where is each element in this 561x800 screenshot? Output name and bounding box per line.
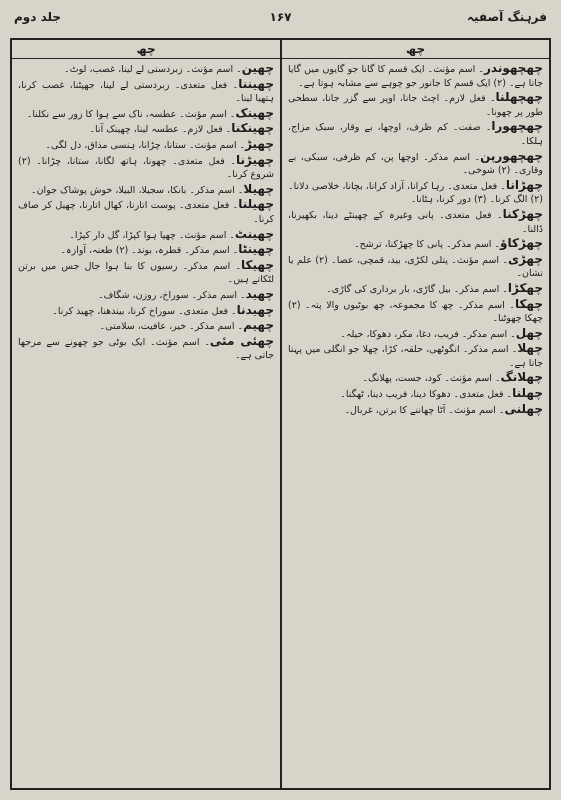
entry-headword: چھیدنا <box>236 302 274 317</box>
entry-definition: ۔ اسم مذکر۔ چھ کا مجموعہ، چھ بوٹیوں والا پتہ۔ (۲) چھکا چھوٹنا۔ <box>288 299 543 325</box>
entry-definition: ۔ اسم مذکر۔ بانکا، سجیلا، البیلا، خوش پوشاک جوان۔ <box>31 184 244 196</box>
entry-definition: ۔ فعل متعدی۔ سوراخ کرنا، بیندھنا، چھید کرنا۔ <box>52 305 237 317</box>
entry-definition: ۔ اسم مؤنث۔ کود، جست، پھلانگ۔ <box>362 373 501 385</box>
dictionary-entry <box>18 288 274 303</box>
entry-headword: چھیننا <box>238 76 274 91</box>
left-column <box>18 62 274 782</box>
entry-definition: ۔ اسم مذکر۔ خیر، عافیت، سلامتی۔ <box>99 321 244 333</box>
entry-headword: چھڑانا <box>505 177 543 192</box>
entry-definition: ۔ اسم مؤنث۔ آٹا چھاننے کا برتن، غربال۔ <box>344 404 505 416</box>
entry-definition: ۔ اسم مذکر۔ قطرہ، بوند۔ (۲) طعنہ، آوازہ۔ <box>60 245 239 257</box>
book-title: فرہنگ آصفیہ <box>467 10 547 24</box>
entry-headword: چھیلا <box>243 181 274 196</box>
dictionary-entry <box>18 335 274 363</box>
page-header <box>14 10 547 30</box>
entry-definition: ۔ فعل لازم۔ اچٹ جانا، اوپر سے گزر جانا، سطحی طور پر چھونا۔ <box>288 93 543 118</box>
dictionary-entry <box>18 183 274 198</box>
entry-definition: ۔ فعل متعدی۔ رہا کرانا، آزاد کرانا، بچانا، خلاصی دلانا۔ (۲) الگ کرنا۔ (۳) دور کرنا، ہٹانا۔ <box>288 180 543 206</box>
entry-headword: چھلانگ <box>500 370 543 385</box>
entry-headword: چھیم <box>243 318 274 333</box>
entry-definition: ۔ اسم مذکر۔ سوراخ، روزن، شگاف۔ <box>97 289 246 301</box>
left-column-heading: چھ <box>12 40 280 59</box>
entry-headword: چھیڑنا <box>236 152 274 167</box>
dictionary-entry <box>288 120 543 148</box>
entry-definition: ۔ فعل متعدی۔ پوست اتارنا، کھال اتارنا، چھیل کر صاف کرنا۔ <box>18 200 274 225</box>
dictionary-entry <box>288 387 543 402</box>
entry-headword: چھکا <box>514 296 543 311</box>
dictionary-entry <box>288 371 543 386</box>
dictionary-entry <box>288 342 543 370</box>
dictionary-entry <box>288 403 543 418</box>
dictionary-entry <box>288 237 543 252</box>
entry-definition: ۔ اسم مؤنث۔ پتلی لکڑی، بید، قمچی، عصا۔ (۲) علم یا نشان۔ <box>288 254 543 280</box>
entry-definition: ۔ اسم مذکر۔ بیل گاڑی، بار برداری کی گاڑی۔ <box>326 283 508 295</box>
entry-definition: ۔ اسم مؤنث۔ ایک قسم کا گانا جو گایوں میں گایا جاتا ہے۔ (۲) ایک قسم کا جانور جو چوہے سے مشابہ ہوتا ہے۔ <box>288 64 543 89</box>
volume-label: جلد دوم <box>14 10 62 24</box>
dictionary-entry <box>288 327 543 342</box>
entry-headword: چھچھورپن <box>480 148 543 163</box>
dictionary-entry <box>18 122 274 137</box>
entry-definition: ۔ اسم مؤنث۔ ایک بوٹی جو چھونے سے مرجھا جاتی ہے۔ <box>18 336 274 362</box>
entry-headword: چھڑکنا <box>502 206 543 221</box>
entry-definition: ۔ اسم مؤنث۔ ستانا، چڑانا، ہنسی مذاق، دل لگی۔ <box>45 139 246 151</box>
column-divider <box>280 40 282 788</box>
entry-headword: چھڑی <box>507 251 543 266</box>
entry-headword: چھچھورا <box>491 119 543 134</box>
page-number: ۱۶۷ <box>269 10 292 24</box>
dictionary-entry <box>288 150 543 178</box>
entry-headword: چھچھوندر <box>483 62 543 75</box>
entry-headword: چھینٹ <box>234 226 274 241</box>
dictionary-entry <box>288 253 543 281</box>
entry-definition: ۔ اسم مذکر۔ انگوٹھی، حلقہ، کڑا، چھلا جو انگلی میں پہنا جاتا ہے۔ <box>288 344 543 369</box>
entry-definition: ۔ فعل متعدی۔ دھوکا دینا، فریب دینا، ٹھگنا۔ <box>340 389 513 401</box>
entry-headword: چھید <box>245 286 274 301</box>
right-column-heading: چھ <box>282 40 549 59</box>
entry-headword: چھل <box>515 325 543 340</box>
entry-headword: چھیڑ <box>245 136 274 151</box>
entry-headword: چھین <box>241 62 274 75</box>
entry-headword: چھیکا <box>241 257 274 272</box>
dictionary-entry <box>288 62 543 90</box>
entry-definition: ۔ اسم مؤنث۔ عطسہ، ناک سے ہوا کا زور سے نکلنا۔ <box>26 108 236 120</box>
entry-headword: چھئی مئی <box>209 333 274 348</box>
entry-definition: ۔ اسم مذکر۔ اوچھا پن، کم ظرفی، سبکی، بے وقاری۔ (۲) شوخی۔ <box>288 151 543 177</box>
entry-headword: چھلنی <box>504 401 543 416</box>
entry-headword: چھکڑا <box>507 280 543 295</box>
right-column <box>288 62 543 782</box>
entry-definition: ۔ اسم مذکر۔ رسیوں کا بنا ہوا جال جس میں برتن لٹکاتے ہیں۔ <box>18 260 274 286</box>
entry-headword: چھینٹا <box>238 242 274 257</box>
dictionary-entry <box>18 259 274 287</box>
dictionary-entry <box>18 154 274 182</box>
dictionary-entry <box>288 91 543 119</box>
dictionary-entry <box>18 228 274 243</box>
entry-definition: ۔ فعل متعدی۔ پانی وغیرہ کے چھینٹے دینا، بکھیرنا، ڈالنا۔ <box>288 209 543 235</box>
entry-definition: ۔ اسم مؤنث۔ زبردستی لے لینا، غصب، لوٹ۔ <box>64 64 242 75</box>
dictionary-entry <box>18 78 274 106</box>
dictionary-entry <box>288 298 543 326</box>
dictionary-entry <box>18 319 274 334</box>
dictionary-entry <box>18 198 274 226</box>
entry-headword: چھلا <box>517 341 543 356</box>
dictionary-entry <box>18 138 274 153</box>
dictionary-entry <box>288 179 543 207</box>
page-frame <box>10 38 551 790</box>
entry-definition: ۔ فعل متعدی۔ زبردستی لے لینا، جھپٹنا، غصب کرنا، ہتھیا لینا۔ <box>18 79 274 105</box>
dictionary-entry <box>18 62 274 77</box>
entry-definition: ۔ فعل متعدی۔ چھونا، ہاتھ لگانا، ستانا، چڑانا۔ (۲) شروع کرنا۔ <box>18 155 274 181</box>
entry-headword: چھچھلنا <box>495 90 543 105</box>
entry-headword: چھینک <box>235 105 274 120</box>
entry-headword: چھڑکاؤ <box>500 236 543 251</box>
dictionary-entry <box>18 107 274 122</box>
entry-definition: ۔ فعل لازم۔ عطسہ لینا، چھینک آنا۔ <box>89 124 232 136</box>
dictionary-entry <box>18 243 274 258</box>
entry-headword: چھیلنا <box>238 197 274 212</box>
entry-headword: چھلنا <box>512 386 543 401</box>
entry-headword: چھینکنا <box>231 121 274 136</box>
entry-definition: ۔ اسم مذکر۔ فریب، دغا، مکر، دھوکا، حیلہ۔ <box>340 328 516 340</box>
entry-definition: ۔ اسم مذکر۔ پانی کا چھڑکنا، ترشح۔ <box>354 239 501 251</box>
entry-definition: ۔ صفت۔ کم ظرف، اوچھا، بے وقار، سبک مزاج، ہلکا۔ <box>288 122 543 147</box>
dictionary-entry <box>18 304 274 319</box>
entry-definition: ۔ اسم مؤنث۔ چھپا ہوا کپڑا، گل دار کپڑا۔ <box>69 229 235 241</box>
dictionary-entry <box>288 282 543 297</box>
dictionary-entry <box>288 208 543 236</box>
